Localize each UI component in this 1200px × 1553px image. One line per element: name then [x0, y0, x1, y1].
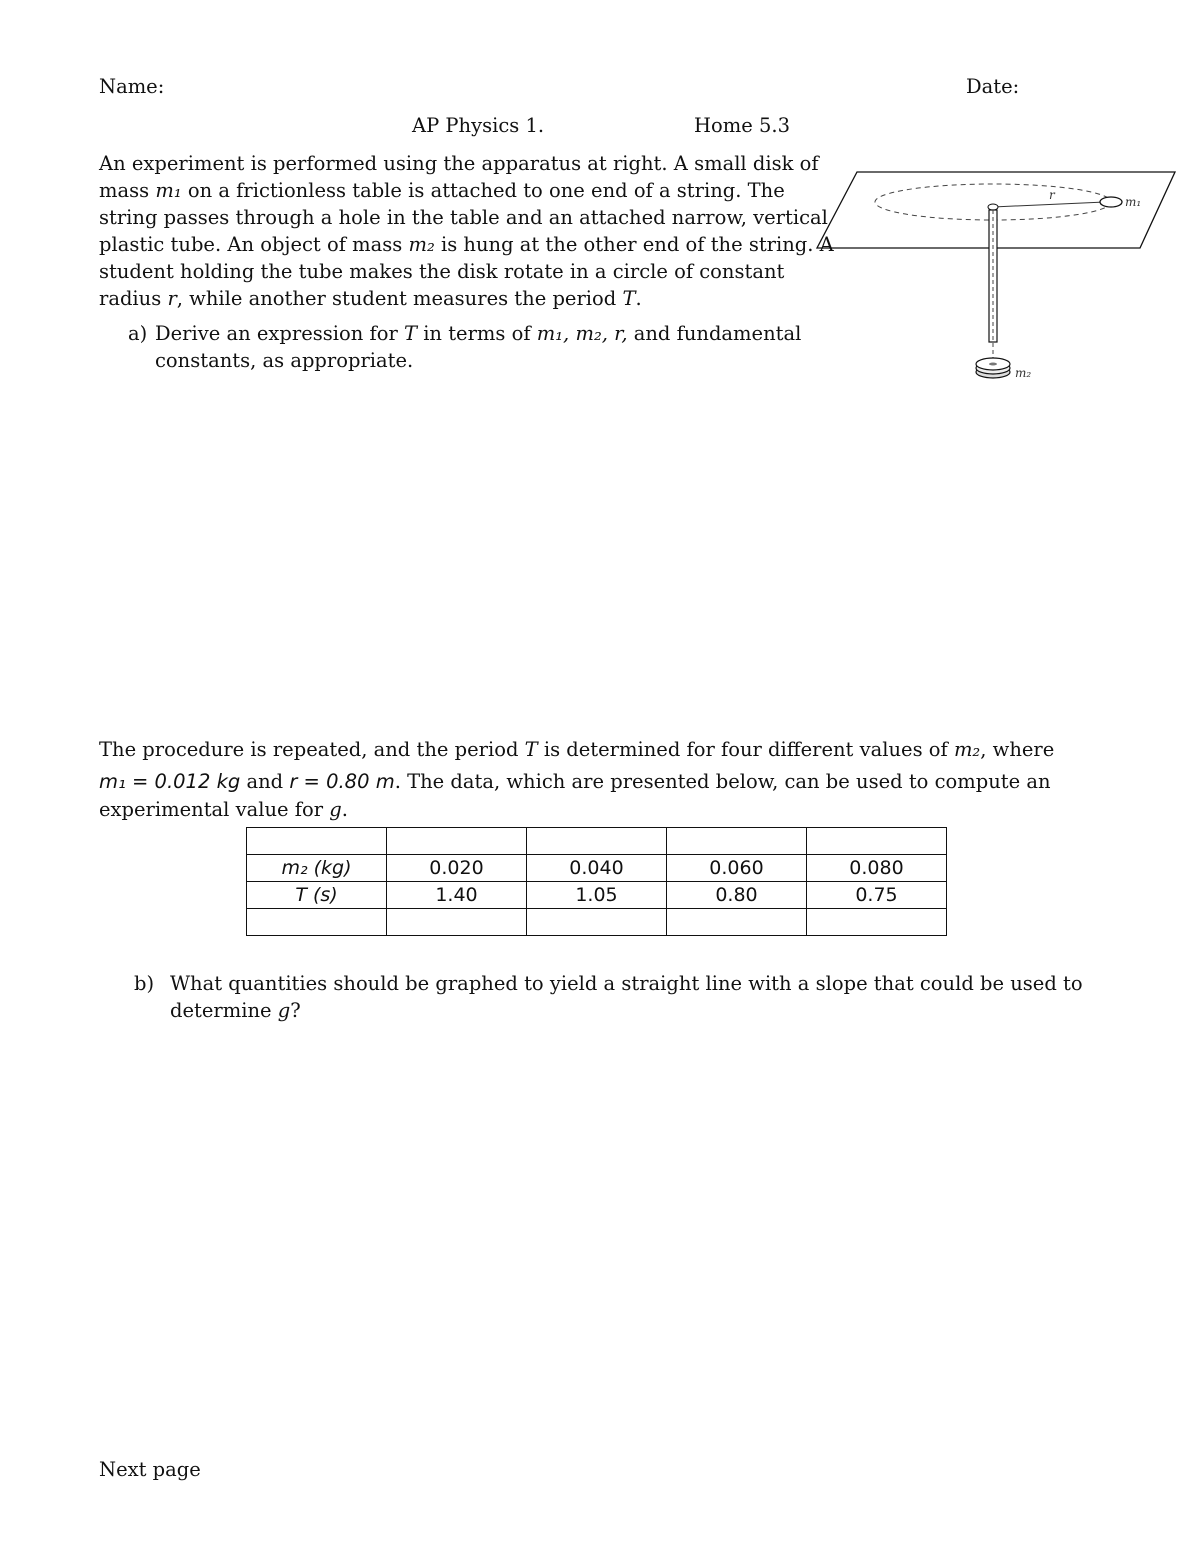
- table-cell: [667, 909, 807, 936]
- var-list: m₁, m₂, r,: [536, 322, 628, 345]
- var-m2: m₂: [408, 233, 435, 256]
- assignment-title: Home 5.3: [694, 114, 790, 137]
- text: , while another student measures the period: [176, 287, 623, 310]
- data-table: [246, 827, 947, 936]
- table-cell: [527, 828, 667, 855]
- table-cell: 0.080: [807, 855, 947, 882]
- table-cell: 0.80: [667, 882, 807, 909]
- equation-m1: m₁ = 0.012 kg: [99, 770, 241, 793]
- procedure-paragraph: [99, 735, 1099, 822]
- question-a-label: a): [128, 322, 148, 345]
- intro-line: [99, 177, 799, 204]
- table-cell: 1.40: [387, 882, 527, 909]
- table-cell: [387, 828, 527, 855]
- mass-m2-hook: [989, 363, 997, 366]
- table-cell: [807, 828, 947, 855]
- var-m1: m₁: [155, 179, 182, 202]
- question-a: [128, 320, 808, 380]
- text: . The data, which are presented below, can be used to compute an: [394, 770, 1051, 793]
- name-label: Name:: [99, 75, 165, 98]
- text: ?: [290, 999, 301, 1022]
- equation-r: r = 0.80 m: [289, 770, 395, 793]
- procedure-line: [99, 798, 1099, 822]
- table-cell: 0.75: [807, 882, 947, 909]
- question-b-line: [170, 997, 301, 1024]
- table-cell: [247, 909, 387, 936]
- var-t: T: [403, 322, 417, 345]
- var-t: T: [524, 738, 538, 761]
- table-row-blank-bottom: [247, 909, 947, 936]
- string-radius: [993, 202, 1105, 207]
- text: in terms of: [417, 322, 537, 345]
- var-t: T: [622, 287, 636, 310]
- text: .: [635, 287, 642, 310]
- text: Derive an expression for: [155, 322, 404, 345]
- intro-line: [99, 231, 834, 258]
- date-label: Date:: [966, 75, 1020, 98]
- var-r: r: [167, 287, 177, 310]
- intro-paragraph: [99, 150, 834, 312]
- table-row-m2: [247, 855, 947, 882]
- question-b-line: What quantities should be graphed to yield a straight line with a slope that could be used to: [170, 972, 1083, 995]
- intro-line: [99, 285, 799, 312]
- row-header-t: T (s): [247, 882, 387, 909]
- intro-line: string passes through a hole in the table and an attached narrow, vertical: [99, 206, 828, 229]
- table-cell: 0.060: [667, 855, 807, 882]
- label-m2: m₂: [1015, 366, 1032, 380]
- procedure-line: [99, 735, 1099, 765]
- text: is determined for four different values of: [537, 738, 954, 761]
- table-cell: 1.05: [527, 882, 667, 909]
- table-cell: [667, 828, 807, 855]
- table-cell: [247, 828, 387, 855]
- intro-line: An experiment is performed using the apparatus at right. A small disk of: [99, 152, 819, 175]
- table-cell: [387, 909, 527, 936]
- table-row-blank-top: [247, 828, 947, 855]
- question-b: [134, 970, 1094, 1030]
- var-m2: m₂: [953, 738, 981, 761]
- text: on a frictionless table is attached to one end of a string. The: [181, 179, 785, 202]
- row-header-m2: m₂ (kg): [247, 855, 387, 882]
- text: , where: [980, 738, 1055, 761]
- text: determine: [170, 999, 278, 1022]
- label-r: r: [1049, 188, 1055, 202]
- label-m1: m₁: [1125, 195, 1142, 209]
- table-cell: 0.040: [527, 855, 667, 882]
- question-a-line: [155, 320, 801, 347]
- var-g: g: [277, 999, 291, 1022]
- text: and: [240, 770, 290, 793]
- next-page-label: Next page: [99, 1458, 201, 1481]
- question-b-label: b): [134, 972, 155, 995]
- text: is hung at the other end of the string. A: [434, 233, 834, 256]
- intro-line: student holding the tube makes the disk rotate in a circle of constant: [99, 260, 785, 283]
- apparatus-diagram: [815, 160, 1180, 390]
- text: radius: [99, 287, 168, 310]
- text: .: [341, 798, 348, 821]
- text: mass: [99, 179, 156, 202]
- var-g: g: [329, 798, 342, 821]
- table-row-t: [247, 882, 947, 909]
- procedure-line: [99, 765, 1099, 798]
- table-hole: [988, 204, 998, 210]
- text: experimental value for: [99, 798, 330, 821]
- table-cell: 0.020: [387, 855, 527, 882]
- course-title: AP Physics 1.: [412, 114, 545, 137]
- table-cell: [807, 909, 947, 936]
- text: plastic tube. An object of mass: [99, 233, 409, 256]
- disk-m1: [1100, 197, 1122, 207]
- table-cell: [527, 909, 667, 936]
- text: and fundamental: [627, 322, 802, 345]
- text: The procedure is repeated, and the period: [99, 738, 525, 761]
- question-a-line: constants, as appropriate.: [155, 349, 414, 372]
